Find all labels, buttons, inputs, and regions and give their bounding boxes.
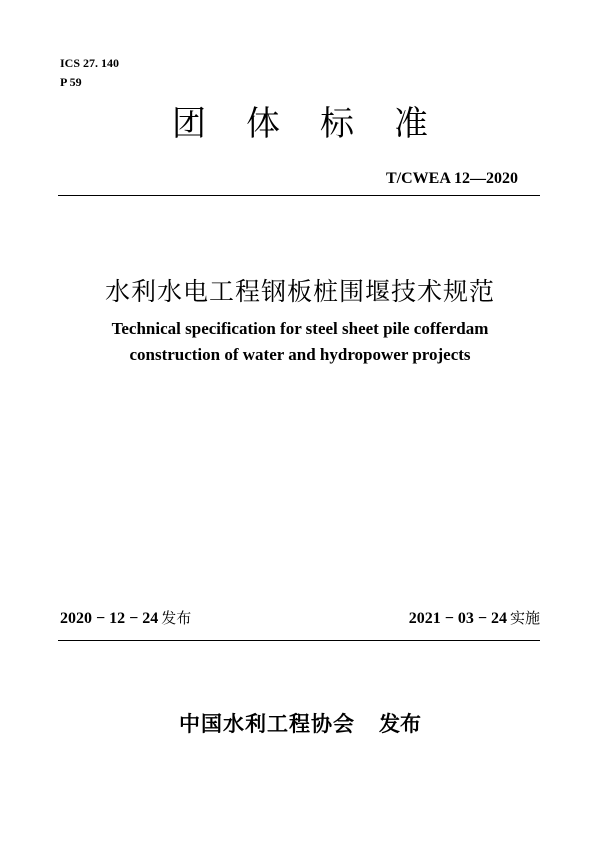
implementation-date-label: 实施 (509, 609, 540, 627)
publish-label: 发布 (379, 712, 421, 736)
title-chinese: 水利水电工程钢板桩围堰技术规范 (104, 277, 495, 306)
top-divider (58, 195, 540, 196)
implementation-date-value: 2021 − 03 − 24 (408, 610, 507, 627)
publisher-name: 中国水利工程协会 (179, 712, 355, 736)
ccs-code: P 59 (60, 75, 82, 89)
ics-code: ICS 27. 140 (60, 56, 120, 70)
bottom-divider (58, 640, 540, 641)
title-english-line-2: construction of water and hydropower projects (129, 345, 471, 364)
title-english-line-1: Technical specification for steel sheet pile cofferdam (111, 319, 489, 338)
publisher-line (0, 708, 600, 738)
issue-date (60, 607, 191, 628)
implementation-date (409, 607, 540, 628)
document-type-heading: 团体标准 (172, 104, 468, 144)
standard-number: T/CWEA 12—2020 (385, 170, 518, 187)
issue-date-value: 2020 − 12 − 24 (60, 610, 159, 627)
issue-date-label: 发布 (161, 609, 192, 627)
